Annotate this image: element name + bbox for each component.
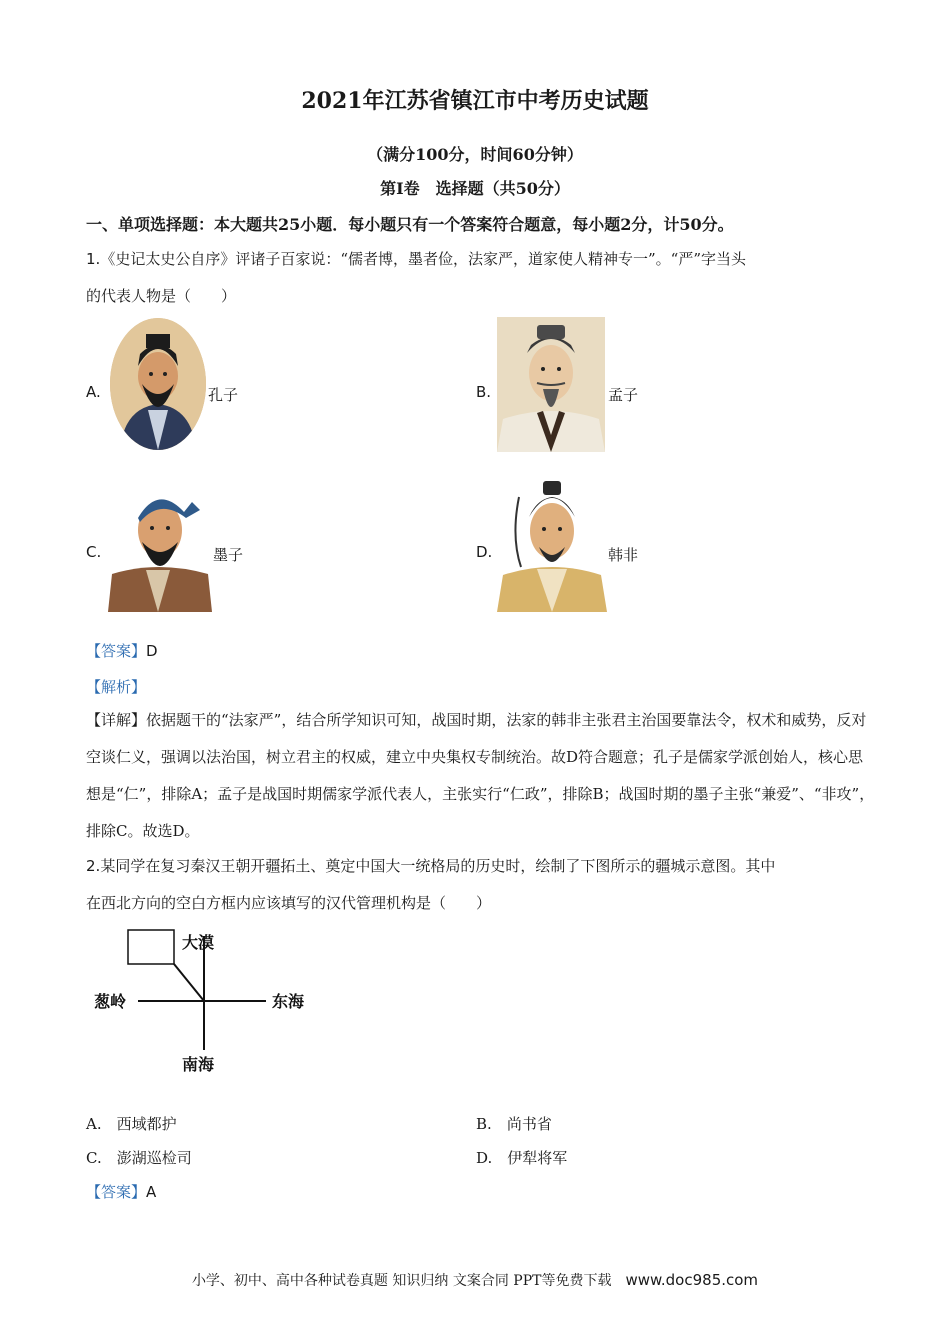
label-north: 大漠 (182, 933, 215, 952)
territory-diagram (90, 926, 330, 1076)
q1-line1 (86, 249, 746, 269)
page-footer (0, 1270, 950, 1290)
section-heading: 一、单项选择题：本大题共25小题．每小题只有一个答案符合题意，每小题2分，计50分。 (86, 215, 734, 234)
q2-option-c (86, 1147, 192, 1168)
q1-option-b-name: 孟子 (608, 386, 639, 404)
q2-option-d (476, 1147, 567, 1168)
q1-detail: 【详解】依据题干的“法家严”，结合所学知识可知，战国时期，法家的韩非主张君主治国要靠法令，权术和威势，反对空谈仁义，强调以法治国，树立君主的权威，建立中央集权专制统治。故D符合题意；孔子是儒家学派创始人，核心思想是“仁”，排除A；孟子是战国时期儒家学派代表人，主张实行“仁政”，排除B；战国时期的墨子主张“兼爱”、“非攻”，排除C。故选D。 (86, 711, 875, 840)
q2-stem-2: 在西北方向的空白方框内应该填写的汉代管理机构是（ ） (86, 894, 492, 912)
label-east: 东海 (272, 992, 305, 1011)
q2-line1 (86, 856, 775, 876)
q1-answer (86, 640, 158, 661)
q1-option-c-letter: C. (86, 543, 102, 561)
footer-url[interactable]: www.doc985.com (625, 1271, 759, 1289)
q1-number: 1. (86, 250, 101, 268)
q1-answer-value: D (146, 642, 158, 660)
blank-box (128, 930, 174, 964)
q1-stem-2: 的代表人物是（ ） (86, 287, 237, 305)
connector-line (174, 964, 204, 1001)
q1-option-d-name: 韩非 (608, 546, 639, 564)
q2-option-a-letter: A. (86, 1115, 102, 1133)
q2-option-a (86, 1113, 177, 1134)
q2-answer-value: A (146, 1183, 157, 1201)
label-west: 葱岭 (94, 992, 127, 1011)
label-south: 南海 (182, 1055, 215, 1074)
part-title: 第Ⅰ卷 选择题（共50分） (380, 179, 570, 198)
q2-option-d-letter: D. (476, 1149, 493, 1167)
q2-option-c-text: 澎湖巡检司 (116, 1149, 192, 1167)
q1-option-c-name: 墨子 (213, 546, 244, 564)
q2-option-a-text: 西域都护 (116, 1115, 177, 1133)
portrait-mozi-icon (108, 478, 212, 612)
q1-option-a-letter: A. (86, 383, 101, 401)
q2-option-d-text: 伊犁将军 (507, 1149, 568, 1167)
q1-option-a-name: 孔子 (208, 386, 239, 404)
q1-option-d-letter: D. (476, 543, 493, 561)
q1-analysis (86, 676, 146, 697)
q2-option-b (476, 1113, 552, 1134)
portrait-confucius-icon (110, 318, 206, 450)
q2-number: 2. (86, 857, 101, 875)
page-title: 2021年江苏省镇江市中考历史试题 (301, 88, 649, 114)
q2-stem-1: 某同学在复习秦汉王朝开疆拓土、奠定中国大一统格局的历史时，绘制了下图所示的疆城示意图。其中 (100, 857, 776, 875)
q2-option-b-text: 尚书省 (506, 1115, 552, 1133)
q1-analysis-tag: 【解析】 (86, 678, 147, 696)
q2-option-c-letter: C. (86, 1149, 102, 1167)
portrait-hanfei-icon (497, 477, 607, 612)
exam-subtitle: （满分100分，时间60分钟） (367, 145, 583, 164)
q2-answer-tag: 【答案】 (86, 1183, 147, 1201)
q1-option-b-letter: B. (476, 383, 492, 401)
q2-option-b-letter: B. (476, 1115, 492, 1133)
q2-answer (86, 1181, 156, 1202)
q1-answer-tag: 【答案】 (86, 642, 147, 660)
portrait-mencius-icon (497, 317, 605, 452)
q1-stem-1: 《史记太史公自序》评诸子百家说：“儒者博，墨者俭，法家严，道家使人精神专一”。“严”字当头 (100, 250, 746, 268)
footer-text: 小学、初中、高中各种试卷真题 知识归纳 文案合同 PPT等免费下载 (191, 1273, 612, 1289)
